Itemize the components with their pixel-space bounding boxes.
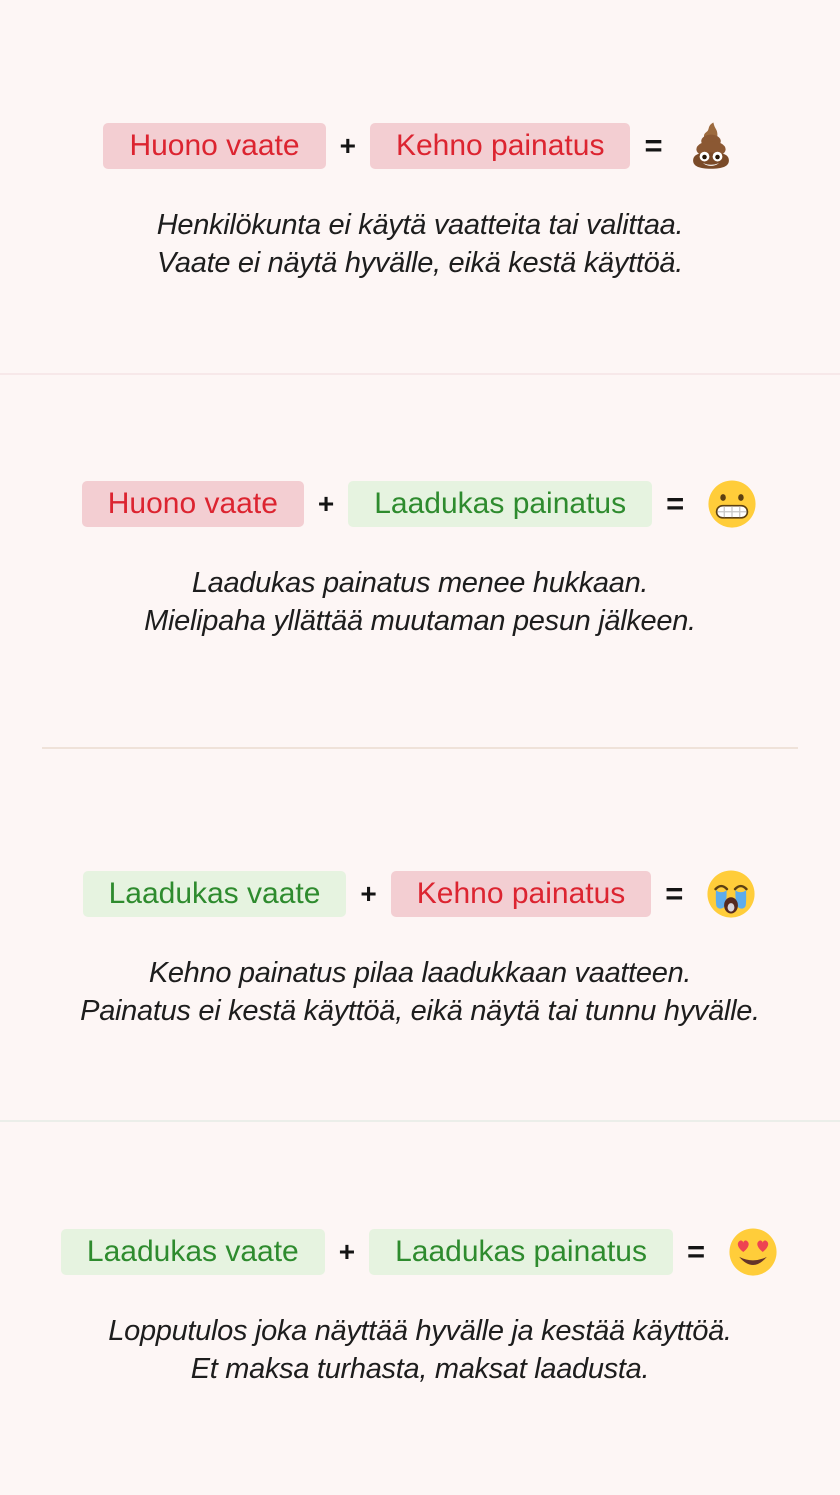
caption-line-2: Vaate ei näytä hyvälle, eikä kestä käyttöä. [156, 247, 684, 279]
pile-of-poo-emoji [685, 120, 737, 172]
formula-row [82, 478, 758, 530]
combo-section-bad-good [0, 373, 840, 747]
combo-section-good-bad [0, 747, 840, 1120]
combo-section-good-good [0, 1120, 840, 1495]
caption-line-2: Mielipaha yllättää muutaman pesun jälkeen. [144, 605, 696, 637]
equals-operator: = [644, 128, 663, 163]
grimacing-face-emoji [706, 478, 758, 530]
print-quality-badge: Laadukas painatus [369, 1229, 673, 1275]
equals-operator: = [666, 486, 685, 521]
caption-line-1: Laadukas painatus menee hukkaan. [191, 567, 649, 599]
print-quality-badge: Laadukas painatus [348, 481, 652, 527]
caption [80, 954, 760, 1030]
caption [157, 206, 684, 282]
formula-row [103, 120, 736, 172]
garment-quality-badge: Huono vaate [82, 481, 304, 527]
formula-row [83, 868, 758, 920]
loudly-crying-face-emoji [705, 868, 757, 920]
plus-operator: + [339, 130, 356, 161]
caption-line-1: Lopputulos joka näyttää hyvälle ja kestää käyttöä. [108, 1315, 732, 1347]
formula-row [61, 1226, 779, 1278]
combo-section-bad-bad [0, 0, 840, 373]
caption-line-1: Henkilökunta ei käytä vaatteita tai valittaa. [156, 209, 684, 241]
equals-operator: = [686, 1234, 706, 1269]
garment-quality-badge: Laadukas vaate [83, 871, 347, 917]
print-quality-badge: Kehno painatus [391, 871, 652, 917]
garment-quality-badge: Laadukas vaate [61, 1229, 325, 1275]
caption [108, 1312, 731, 1388]
caption-line-2: Painatus ei kestä käyttöä, eikä näytä tai tunnu hyvälle. [80, 995, 760, 1027]
plus-operator: + [360, 878, 377, 909]
caption [144, 564, 696, 640]
caption-line-1: Kehno painatus pilaa laadukkaan vaatteen. [148, 957, 692, 989]
print-quality-badge: Kehno painatus [370, 123, 631, 169]
garment-quality-badge: Huono vaate [103, 123, 325, 169]
equals-operator: = [665, 876, 684, 911]
plus-operator: + [338, 1236, 356, 1267]
plus-operator: + [317, 488, 335, 519]
smiling-face-with-heart-eyes-emoji [727, 1226, 779, 1278]
caption-line-2: Et maksa turhasta, maksat laadusta. [190, 1353, 650, 1385]
